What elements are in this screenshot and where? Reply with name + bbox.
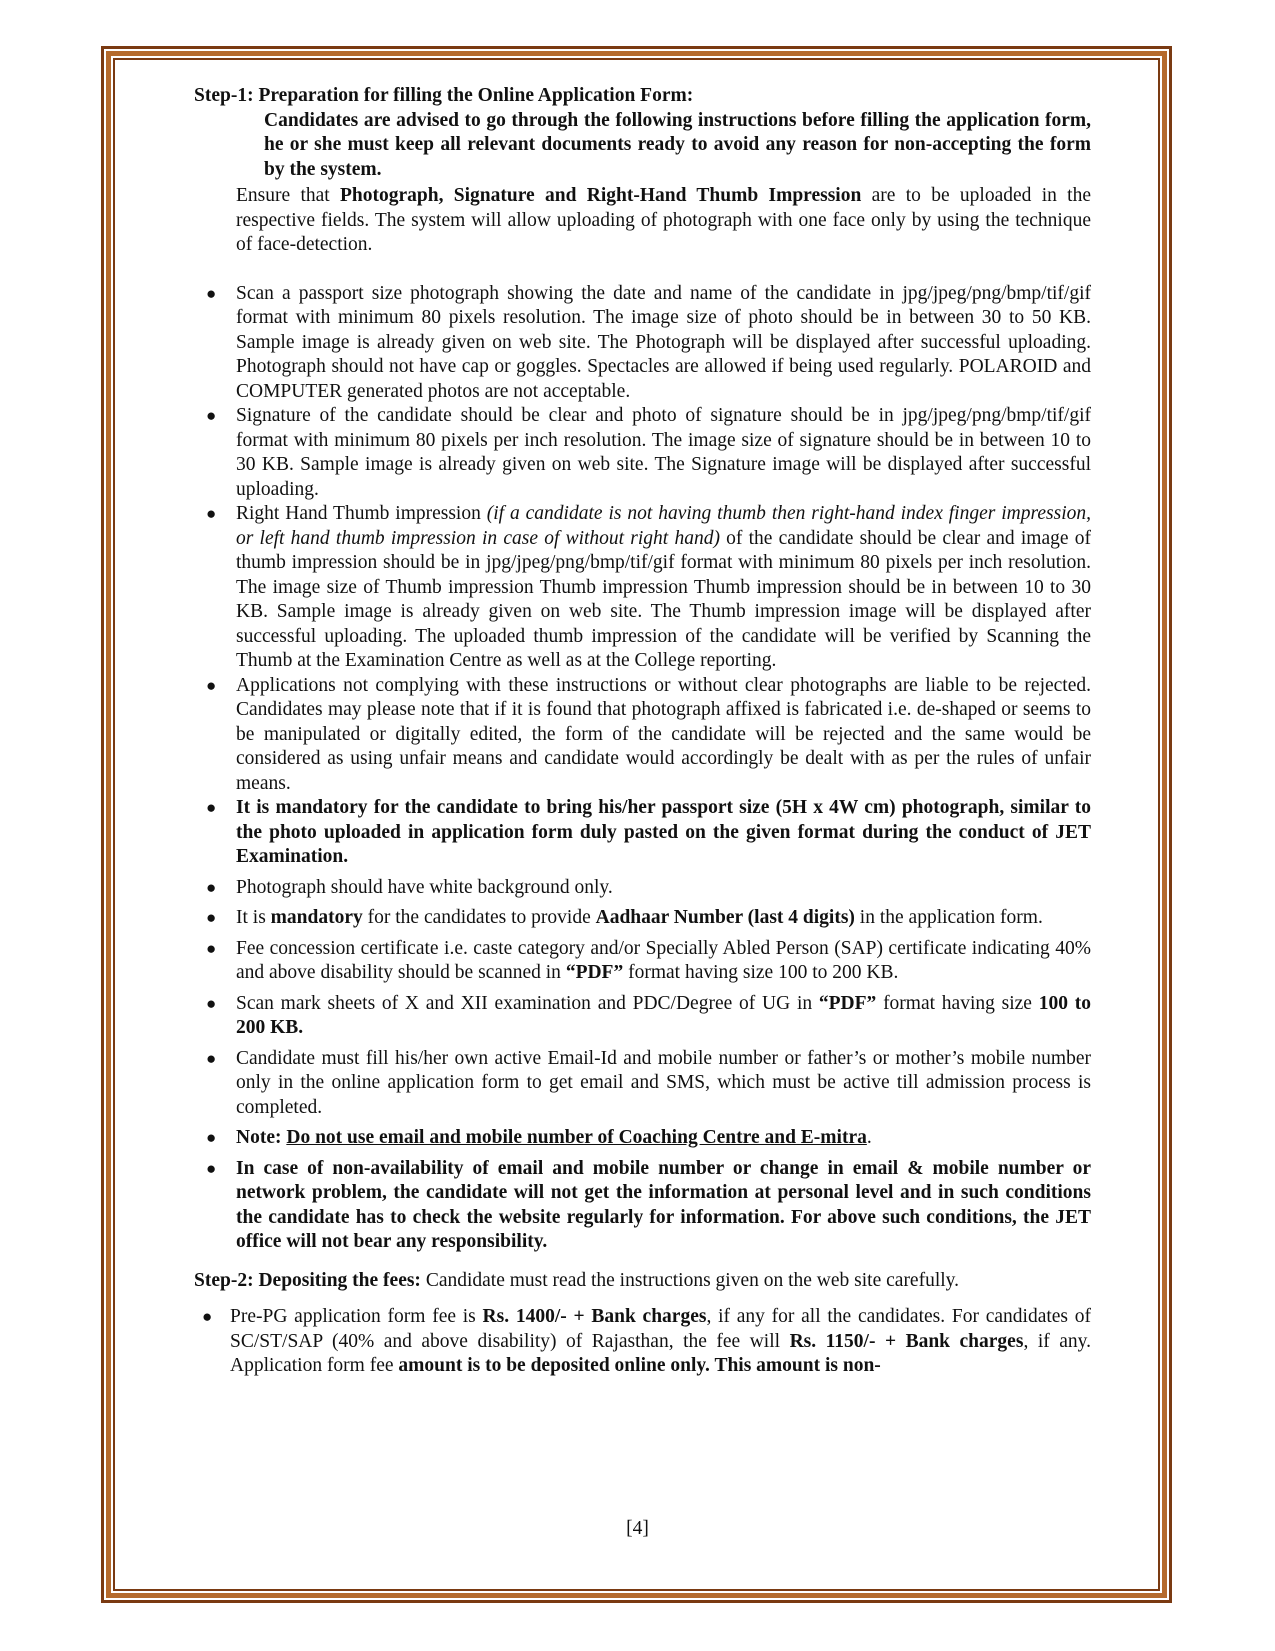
list-item-white-background: ● Photograph should have white background only.: [194, 876, 1091, 901]
bullet-icon: ●: [206, 283, 217, 303]
bullet-icon: ●: [206, 798, 217, 817]
ensure-paragraph: Ensure that Photograph, Signature and Right-Hand Thumb Impression are to be uploaded in the respective fields. The system will allow uploading of photograph with one face only by using the technique of face-detection.: [236, 185, 1091, 255]
bullet-icon: ●: [202, 1307, 213, 1326]
bullet-icon: ●: [206, 675, 217, 695]
bullet-icon: ●: [206, 1158, 217, 1178]
step1-heading: Step-1: Preparation for filling the Online Application Form:: [194, 85, 694, 106]
bullet-icon: ●: [206, 1128, 217, 1147]
bullet-icon: ●: [206, 993, 217, 1013]
list-item-rejection: ● Applications not complying with these instructions or without clear photographs are liable to be rejected. Candidates may please note that if it is found that photograph affixed is fabricated i.e. de-shaped or seems to be manipulated or digitally edited, the form of the candidate will be rejected and the same would be considered as using unfair means and candidate would accordingly be dealt with as per the rules of unfair means.: [206, 674, 1091, 794]
list-item-mark-sheets: ● Scan mark sheets of X and XII examination and PDC/Degree of UG in “PDF” format having size 100 to 200 KB.: [206, 992, 1091, 1038]
list-item-thumb: ● Right Hand Thumb impression (if a candidate is not having thumb then right-hand index finger impression, or left hand thumb impression in case of without right hand) of the candidate should be clear and image of thumb impression should be in jpg/jpeg/png/bmp/tif/gif format with minimum 80 pixels per inch resolution. The image size of Thumb impression Thumb impression Thumb impression should be in between 10 to 30 KB. Sample image is already given on web site. The Thumb impression image will be displayed after successful uploading. The uploaded thumb impression of the candidate will be verified by Scanning the Thumb at the Examination Centre as well as at the College reporting.: [206, 503, 1091, 671]
bullet-icon: ●: [206, 504, 217, 523]
step2-heading: Step-2: Depositing the fees:: [194, 1269, 421, 1291]
list-item-fee-certificate: ● Fee concession certificate i.e. caste category and/or Specially Abled Person (SAP) certificate indicating 40% and above disability should be scanned in “PDF” format having size 100 to 200 KB.: [206, 937, 1091, 983]
list-item-aadhaar: ● It is mandatory for the candidates to provide Aadhaar Number (last 4 digits) in the application form.: [194, 906, 1091, 931]
bullet-icon: ●: [206, 908, 217, 927]
document-body: [194, 84, 1091, 1379]
bullet-icon: ●: [206, 938, 217, 958]
list-item-email-mobile: ● Candidate must fill his/her own active Email-Id and mobile number or father’s or mother’s mobile number only in the online application form to get email and SMS, which must be active till admission process is completed.: [206, 1047, 1091, 1118]
list-item-note: ● Note: Do not use email and mobile number of Coaching Centre and E-mitra.: [194, 1126, 1091, 1151]
list-item-photo: ● Scan a passport size photograph showing the date and name of the candidate in jpg/jpeg/png/bmp/tif/gif format with minimum 80 pixels resolution. The image size of photo should be in between 30 to 50 KB. Sample image is already given on web site. The Photograph will be displayed after successful uploading. Photograph should not have cap or goggles. Spectacles are allowed if being used regularly. POLAROID and COMPUTER generated photos are not acceptable.: [206, 282, 1091, 402]
list-item-fees: ● Pre-PG application form fee is Rs. 1400/- + Bank charges, if any for all the candidates. For candidates of SC/ST/SAP (40% and above disability) of Rajasthan, the fee will Rs. 1150/- + Bank charges, if any. Application form fee amount is to be deposited online only. This amount is non-: [202, 1306, 1091, 1376]
step2-paragraph: Step-2: Depositing the fees: Candidate must read the instructions given on the web site carefully.: [194, 1269, 960, 1291]
step1-advice: Candidates are advised to go through the following instructions before filling the application form, he or she must keep all relevant documents ready to avoid any reason for non-accepting the form by the system.: [264, 109, 1091, 180]
fees-list: [194, 1305, 1091, 1379]
bullet-icon: ●: [206, 877, 217, 897]
list-item-non-availability: ● In case of non-availability of email and mobile number or change in email & mobile number or network problem, the candidate will not get the information at personal level and in such conditions the candidate has to check the website regularly for information. For above such conditions, the JET office will not bear any responsibility.: [206, 1157, 1091, 1252]
instruction-list: [194, 282, 1091, 1255]
list-item-mandatory-photo: ● It is mandatory for the candidate to bring his/her passport size (5H x 4W cm) photograph, similar to the photo uploaded in application form duly pasted on the given format during the conduct of JET Examination.: [206, 797, 1091, 867]
page-number: [4]: [626, 1518, 649, 1539]
bullet-icon: ●: [206, 1048, 217, 1068]
bullet-icon: ●: [206, 406, 217, 425]
list-item-signature: ● Signature of the candidate should be clear and photo of signature should be in jpg/jpeg/png/bmp/tif/gif format with minimum 80 pixels per inch resolution. The image size of signature should be in between 10 to 30 KB. Sample image is already given on web site. The Signature image will be displayed after successful uploading.: [206, 405, 1091, 500]
